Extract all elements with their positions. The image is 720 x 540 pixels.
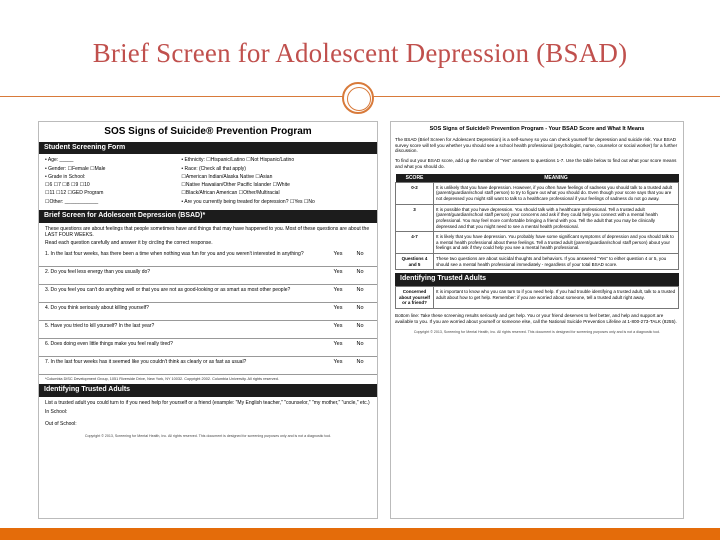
demographics-section	[39, 154, 377, 210]
no-option[interactable]: No	[356, 269, 364, 276]
demo-line[interactable]: • Ethnicity: ☐Hispanic/Latino ☐Not Hispanic/Latino	[181, 157, 295, 164]
score-guide-instructions: To find out your BSAD score, add up the number of "Yes" answers to questions 1-7. Use the table below to find out what your score means and what you should do.	[395, 158, 677, 169]
yes-option[interactable]: Yes	[333, 341, 343, 348]
score-meaning: It is possible that you have depression. You should talk with a healthcare professional. Tell a trusted adult (parent/guardian/school staff person) your concerns and ask if they could help you connect with a mental health professional. You may feel more comfortable bringing a friend with you. Tell the adult that you may be clinically depressed and that you might need to see a mental health professional.	[434, 204, 679, 232]
score-meaning: These two questions are about suicidal thoughts and behaviors. If you answered "Yes" to either question 4 or 5, you should see a mental health professional immediately - regardless of your total BSAD score.	[434, 254, 679, 270]
question-text: 3. Do you feel you can't do anything well or that you are not as good-looking or as smart as most other people?	[45, 287, 291, 294]
demo-line[interactable]: • Gender: ☐Female ☐Male	[45, 165, 106, 172]
out-of-school-field[interactable]: Out of School:	[45, 421, 77, 428]
no-option[interactable]: No	[356, 287, 364, 294]
bsad-intro	[39, 223, 377, 250]
score-row	[396, 204, 679, 232]
score-guide-intro: The BSAD (Brief Screen for Adolescent Depression) is a self-survey so you can check yourself for depression and suicide risk. Your BSAD survey score will tell you whether you should see a school health professional (psychologist, nurse, counselor or social worker) for a further discussion.	[395, 136, 678, 154]
question-text: 7. In the last four weeks has it seemed like you couldn't think as clearly or as fast as usual?	[45, 359, 247, 366]
intro-text: These questions are about feelings that people sometimes have and things that may have happened to you. Most of these questions are about the LAST FOUR WEEKS.	[45, 225, 370, 238]
question-text: 1. In the last four weeks, has there been a time when nothing was fun for you and you weren't interested in anything?	[45, 251, 304, 258]
demo-line[interactable]: ☐6 ☐7 ☐8 ☐9 ☐10	[45, 182, 90, 188]
score-row	[396, 254, 679, 270]
demo-line[interactable]: ☐11 ☐12 ☐GED Program	[45, 190, 104, 197]
no-option[interactable]: No	[356, 359, 364, 366]
footer-accent-bar	[0, 528, 720, 540]
ring-ornament-icon	[342, 82, 374, 114]
yes-option[interactable]: Yes	[333, 269, 343, 276]
concern-label: Concerned about yourself or a friend?	[396, 287, 434, 309]
trusted-adults-section	[39, 397, 377, 431]
question-row	[39, 285, 377, 303]
demo-line[interactable]: ☐Other: ____________	[45, 198, 99, 205]
question-text: 5. Have you tried to kill yourself? In the last year?	[45, 323, 155, 330]
no-option[interactable]: No	[356, 305, 364, 312]
no-option[interactable]: No	[356, 251, 364, 258]
question-text: 4. Do you think seriously about killing yourself?	[45, 305, 149, 312]
trusted-adults-table	[395, 286, 679, 309]
demographics-col-1	[45, 157, 171, 207]
question-row	[39, 303, 377, 321]
yes-option[interactable]: Yes	[333, 359, 343, 366]
question-text: 6. Does doing even little things make you feel really tired?	[45, 341, 173, 348]
demo-line[interactable]: • Are you currently being treated for depression? ☐Yes ☐No	[181, 198, 315, 205]
yes-option[interactable]: Yes	[333, 305, 343, 312]
intro-text: Read each question carefully and answer it by circling the correct response.	[45, 240, 213, 246]
score-value: 4-7	[396, 232, 434, 254]
score-table	[395, 174, 679, 271]
question-text: 2. Do you feel less energy than you usually do?	[45, 269, 151, 276]
right-copyright-text: Copyright © 2013, Screening for Mental Health, Inc. All rights reserved. This document is designed for screening purposes only and is not a diagnostic tool.	[413, 330, 661, 335]
demo-line[interactable]: ☐Native Hawaiian/Other Pacific Islander ☐White	[181, 182, 290, 188]
trusted-adults-text: List a trusted adult you could turn to if you need help for yourself or a friend (example: "My English teacher," "counselor," "my mother," "uncle," etc.)	[45, 399, 370, 406]
question-row	[39, 249, 377, 267]
concern-text: It is important to know who you can turn to if you need help. If you had trouble identifying a trusted adult, talk to a trusted adult about how to get help. Remember: if you are worried about someone, tell a trusted adult right away.	[434, 287, 679, 309]
slide-title: Brief Screen for Adolescent Depression (BSAD)	[92, 38, 628, 68]
demo-line[interactable]: ☐American Indian/Alaska Native ☐Asian	[181, 173, 273, 180]
score-value: 3	[396, 204, 434, 232]
no-option[interactable]: No	[356, 323, 364, 330]
score-meaning: It is likely that you have depression. You probably have some significant symptoms of depression and you should talk to a mental health professional about these feelings. Tell a trusted adult (parent/guardian/school staff person) about your feelings and ask if they could help you see a mental health professional.	[434, 232, 679, 254]
demo-line: • Grade in School:	[45, 173, 86, 180]
score-meaning: It is unlikely that you have depression. However, if you often have feelings of sadness you should talk to a trusted adult (parent/guardian/school staff person) to try to figure out what you should do. Even though your score says that you are not depressed you might still want to talk to a healthcare professional if your feelings of sadness do not go away.	[434, 182, 679, 204]
in-school-field[interactable]: In School:	[45, 408, 68, 415]
demo-line: • Race: (Check all that apply)	[181, 165, 246, 172]
bottom-line-text: Bottom line: Take these screening results seriously and get help. You or your friend deserves to feel better, and help and support are available to you. If you are worried about yourself or someone else, call the National Suicide Prevention Lifeline at 1-800-273-TALK (8255).	[395, 312, 677, 324]
footnote: *Columbia DISC Development Group, 1051 Riverside Drive, New York, NY 10032. Copyright 2002. Columbia University. All rights reserved.	[45, 377, 279, 382]
meaning-column-header: MEANING	[434, 174, 679, 183]
trusted-adults-header: Identifying Trusted Adults	[39, 384, 377, 397]
form-section-header: Student Screening Form	[39, 142, 377, 155]
question-row	[39, 339, 377, 357]
score-guide-title: SOS Signs of Suicide® Prevention Program - Your BSAD Score and What It Means	[429, 126, 645, 132]
demo-line[interactable]: ☐Black/African American ☐Other/Multiracial	[181, 190, 280, 197]
bsad-header: Brief Screen for Adolescent Depression (BSAD)*	[39, 210, 377, 223]
question-row	[39, 357, 377, 375]
yes-option[interactable]: Yes	[333, 287, 343, 294]
form-title: SOS Signs of Suicide® Prevention Program	[104, 126, 312, 137]
demographics-col-2	[181, 157, 371, 207]
score-guide-document	[390, 121, 684, 519]
score-value: Questions 4 and 5	[396, 254, 434, 270]
demo-line[interactable]: • Age: _____	[45, 157, 74, 164]
score-column-header: SCORE	[396, 174, 434, 183]
yes-option[interactable]: Yes	[333, 251, 343, 258]
screening-form-document	[38, 121, 378, 519]
yes-option[interactable]: Yes	[333, 323, 343, 330]
right-trusted-adults-header: Identifying Trusted Adults	[395, 273, 679, 286]
question-row	[39, 321, 377, 339]
question-row	[39, 267, 377, 285]
score-row	[396, 232, 679, 254]
score-value: 0-2	[396, 182, 434, 204]
copyright-text: Copyright © 2013, Screening for Mental Health, Inc. All rights reserved. This document is designed for screening purposes only and is not a diagnostic tool.	[84, 434, 332, 439]
question-list	[39, 249, 377, 375]
score-row	[396, 182, 679, 204]
no-option[interactable]: No	[356, 341, 364, 348]
